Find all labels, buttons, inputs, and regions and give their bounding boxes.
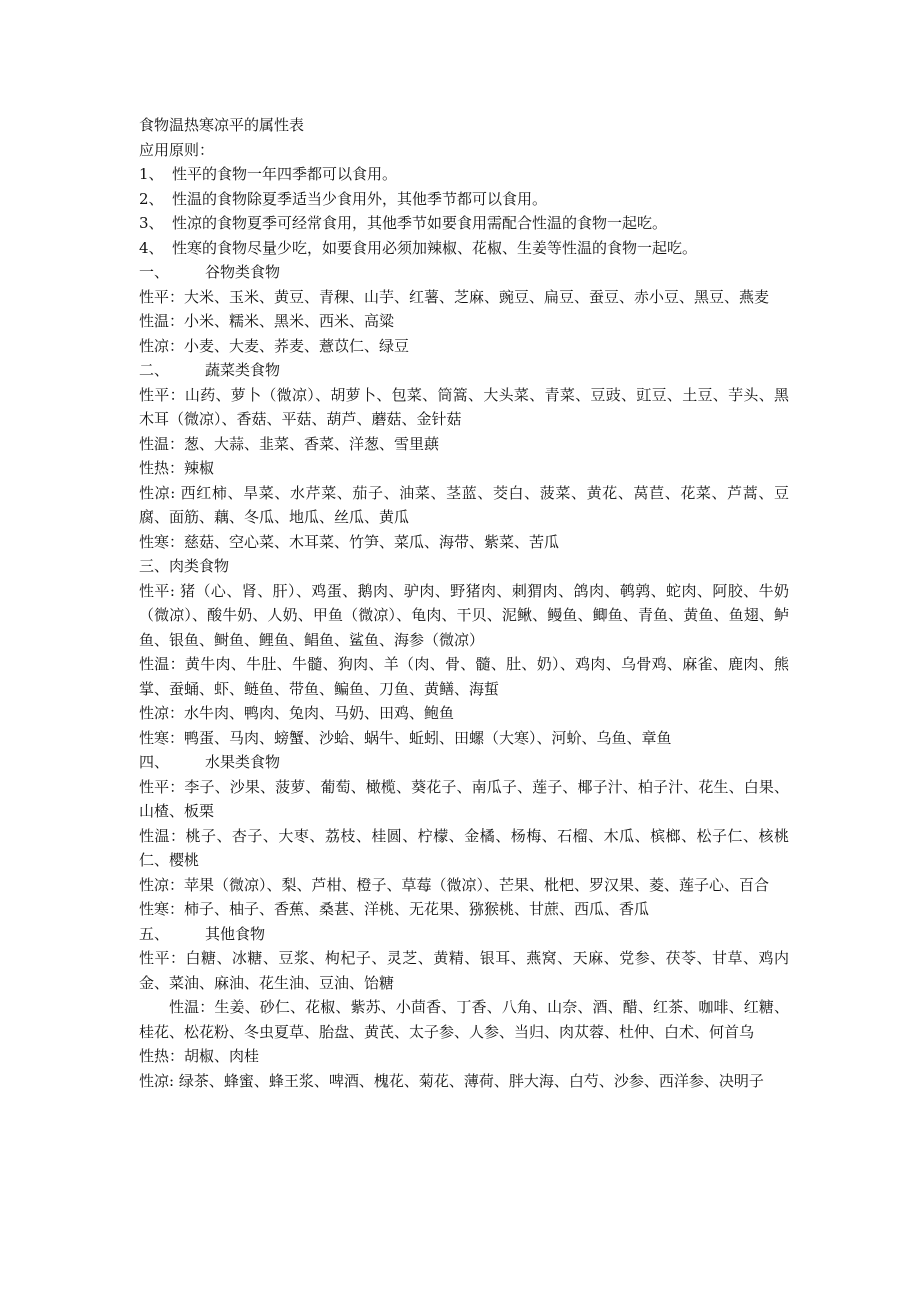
food-list-fruit-cool: 性凉：苹果（微凉）、梨、芦柑、橙子、草莓（微凉）、芒果、枇杷、罗汉果、菱、莲子心、百合 <box>139 875 770 894</box>
principle-number: 4、 <box>139 238 164 257</box>
document-title: 食物温热寒凉平的属性表 <box>139 116 305 134</box>
food-list-vegetable-warm: 性温：葱、大蒜、韭菜、香菜、洋葱、雪里蕻 <box>139 434 440 453</box>
food-list-meat-neutral: 性平: 猪（心、肾、肝）、鸡蛋、鹅肉、驴肉、野猪肉、刺猬肉、鸽肉、鹌鹑、蛇肉、阿胶、牛奶（微凉）、酸牛奶、人奶、甲鱼（微凉）、龟肉、干贝、泥鳅、鳗鱼、鲫鱼、青鱼、黄鱼、鱼翅、鲈鱼、银鱼、鲥鱼、鲤鱼、鲳鱼、鲨鱼、海参（微凉） <box>139 581 789 649</box>
principle-text: 性寒的食物尽量少吃，如要食用必须加辣椒、花椒、生姜等性温的食物一起吃。 <box>172 238 698 257</box>
section-number: 五、 <box>139 924 170 943</box>
food-list-other-hot: 性热：胡椒、肉桂 <box>139 1047 260 1065</box>
food-list-fruit-warm: 性温：桃子、杏子、大枣、荔枝、桂圆、柠檬、金橘、杨梅、石榴、木瓜、槟榔、松子仁、核桃仁、樱桃 <box>139 826 789 869</box>
food-list-fruit-neutral: 性平：李子、沙果、菠萝、葡萄、橄榄、葵花子、南瓜子、莲子、椰子汁、柏子汁、花生、白果、山楂、板栗 <box>139 777 789 820</box>
principle-item <box>139 187 789 212</box>
food-list-meat-cold: 性寒：鸭蛋、马肉、螃蟹、沙蛤、蜗牛、蚯蚓、田螺（大寒）、河蚧、乌鱼、章鱼 <box>139 728 672 747</box>
section-title: 谷物类食物 <box>205 263 281 281</box>
food-list-grain-warm: 性温：小米、糯米、黑米、西米、高粱 <box>139 312 395 330</box>
principle-item <box>139 162 789 187</box>
principle-number: 3、 <box>139 214 164 232</box>
food-list-vegetable-hot: 性热：辣椒 <box>139 459 215 477</box>
principle-item <box>139 236 789 261</box>
food-list-vegetable-cool: 性凉: 西红柿、旱菜、水芹菜、茄子、油菜、茎蓝、茭白、菠菜、黄花、莴苣、花菜、芦蒿、豆腐、面筋、藕、冬瓜、地瓜、丝瓜、黄瓜 <box>139 483 789 526</box>
section-title: 蔬菜类食物 <box>205 361 281 379</box>
food-list-other-neutral: 性平：白糖、冰糖、豆浆、枸杞子、灵芝、黄精、银耳、燕窝、天麻、党参、茯苓、甘草、鸡内金、菜油、麻油、花生油、豆油、饴糖 <box>139 949 789 992</box>
document-body <box>139 113 789 1093</box>
section-heading-fruit <box>139 750 789 775</box>
principle-text: 性凉的食物夏季可经常食用，其他季节如要食用需配合性温的食物一起吃。 <box>172 214 668 232</box>
food-list-meat-warm: 性温：黄牛肉、牛肚、牛髓、狗肉、羊（肉、骨、髓、肚、奶）、鸡肉、乌骨鸡、麻雀、鹿肉、熊掌、蚕蛹、虾、鲢鱼、带鱼、鳊鱼、刀鱼、黄鳝、海蜇 <box>139 655 789 698</box>
food-list-grain-cool: 性凉：小麦、大麦、荞麦、薏苡仁、绿豆 <box>139 336 410 355</box>
food-list-meat-cool: 性凉：水牛肉、鸭肉、兔肉、马奶、田鸡、鲍鱼 <box>139 704 455 722</box>
principle-text: 性温的食物除夏季适当少食用外，其他季节都可以食用。 <box>172 189 548 208</box>
section-number: 四、 <box>139 753 170 771</box>
section-heading-meat: 三、肉类食物 <box>139 557 230 575</box>
principle-number: 2、 <box>139 189 164 208</box>
principle-text: 性平的食物一年四季都可以食用。 <box>172 165 398 183</box>
section-title: 水果类食物 <box>205 753 281 771</box>
section-number: 一、 <box>139 263 170 281</box>
food-list-fruit-cold: 性寒：柿子、柚子、香蕉、桑葚、洋桃、无花果、猕猴桃、甘蔗、西瓜、香瓜 <box>139 900 650 918</box>
food-list-other-warm: 性温：生姜、砂仁、花椒、紫苏、小茴香、丁香、八角、山奈、酒、醋、红茶、咖啡、红糖、桂花、松花粉、冬虫夏草、胎盘、黄芪、太子参、人参、当归、肉苁蓉、杜仲、白术、何首乌 <box>139 998 789 1041</box>
section-heading-grain <box>139 260 789 285</box>
section-number: 二、 <box>139 361 170 379</box>
food-list-vegetable-cold: 性寒：慈菇、空心菜、木耳菜、竹笋、菜瓜、海带、紫菜、苦瓜 <box>139 532 560 551</box>
section-heading-vegetable <box>139 358 789 383</box>
section-title: 其他食物 <box>205 924 266 943</box>
section-heading-other <box>139 922 789 947</box>
principle-item <box>139 211 789 236</box>
principles-heading: 应用原则： <box>139 140 215 159</box>
food-list-grain-neutral: 性平：大米、玉米、黄豆、青稞、山芋、红薯、芝麻、豌豆、扁豆、蚕豆、赤小豆、黑豆、燕麦 <box>139 287 770 306</box>
food-list-other-cool: 性凉: 绿茶、蜂蜜、蜂王浆、啤酒、槐花、菊花、薄荷、胖大海、白芍、沙参、西洋参、决明子 <box>139 1071 764 1090</box>
food-list-vegetable-neutral: 性平：山药、萝卜（微凉）、胡萝卜、包菜、筒篙、大头菜、青菜、豆豉、豇豆、土豆、芋头、黑木耳（微凉）、香菇、平菇、葫芦、蘑菇、金针菇 <box>139 385 789 428</box>
principle-number: 1、 <box>139 165 164 183</box>
